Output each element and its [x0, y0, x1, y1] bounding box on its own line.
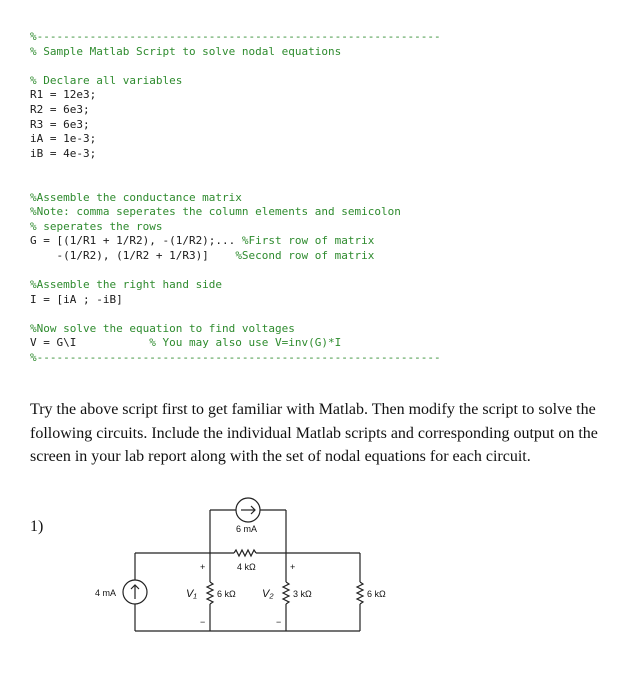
code-line — [30, 176, 610, 191]
matlab-script — [30, 30, 610, 366]
code-line: R1 = 12e3; — [30, 88, 97, 102]
code-line — [30, 59, 610, 74]
code-line — [30, 234, 610, 249]
label-4k: 4 kΩ — [237, 562, 256, 572]
code-line: % seperates the rows — [30, 219, 163, 233]
code-line: I = [iA ; -iB] — [30, 292, 123, 306]
code-line: %------------------------------------------------------------- — [30, 351, 441, 365]
code-line: iB = 4e-3; — [30, 146, 97, 160]
label-v2: V₂ — [262, 588, 274, 600]
code-line: %Note: comma seperates the column elements and semicolon — [30, 205, 401, 219]
code-line — [30, 336, 610, 351]
code-line — [30, 307, 610, 322]
plus-v2: + — [290, 562, 296, 572]
minus-v2: − — [276, 617, 282, 627]
minus-v1: − — [200, 617, 206, 627]
label-4ma: 4 mA — [95, 588, 117, 598]
label-v1: V₁ — [186, 588, 197, 600]
label-3k-v2: 3 kΩ — [293, 589, 312, 599]
code-comment: %Second row of matrix — [235, 248, 375, 262]
code-line: %------------------------------------------------------------- — [30, 30, 441, 43]
code-text: V = G\I — [30, 336, 150, 350]
code-line: %Now solve the equation to find voltages — [30, 321, 295, 335]
label-6ma: 6 mA — [236, 524, 258, 534]
label-6k-right: 6 kΩ — [367, 589, 386, 599]
code-line — [30, 161, 610, 176]
code-text: -(1/R2), (1/R2 + 1/R3)] — [30, 248, 236, 262]
resistor-6k-right — [357, 582, 363, 604]
circuit-diagram — [0, 490, 622, 660]
code-text: G = [(1/R1 + 1/R2), -(1/R2);... — [30, 234, 242, 248]
instructions-paragraph: Try the above script first to get familiar with Matlab. Then modify the script to solve the following circuits. Include the individual Matlab scripts and corresponding output on the screen in your lab report along with the set of nodal equations for each circuit. — [30, 401, 598, 465]
resistor-6k-v1 — [207, 582, 213, 604]
label-6k-v1: 6 kΩ — [217, 589, 236, 599]
code-line: R3 = 6e3; — [30, 117, 90, 131]
code-line: iA = 1e-3; — [30, 132, 97, 146]
code-line — [30, 264, 610, 279]
resistor-4k — [234, 550, 256, 556]
code-comment: %First row of matrix — [241, 234, 375, 248]
code-line: % Declare all variables — [30, 73, 183, 87]
code-comment: % You may also use V=inv(G)*I — [149, 336, 342, 350]
code-line — [30, 249, 610, 264]
code-line: % Sample Matlab Script to solve nodal equations — [30, 44, 342, 58]
resistor-3k-v2 — [283, 582, 289, 604]
code-line: R2 = 6e3; — [30, 102, 90, 116]
plus-v1: + — [200, 562, 206, 572]
code-line: %Assemble the right hand side — [30, 278, 223, 292]
problem-label: 1) — [30, 518, 44, 535]
code-line: %Assemble the conductance matrix — [30, 190, 242, 204]
